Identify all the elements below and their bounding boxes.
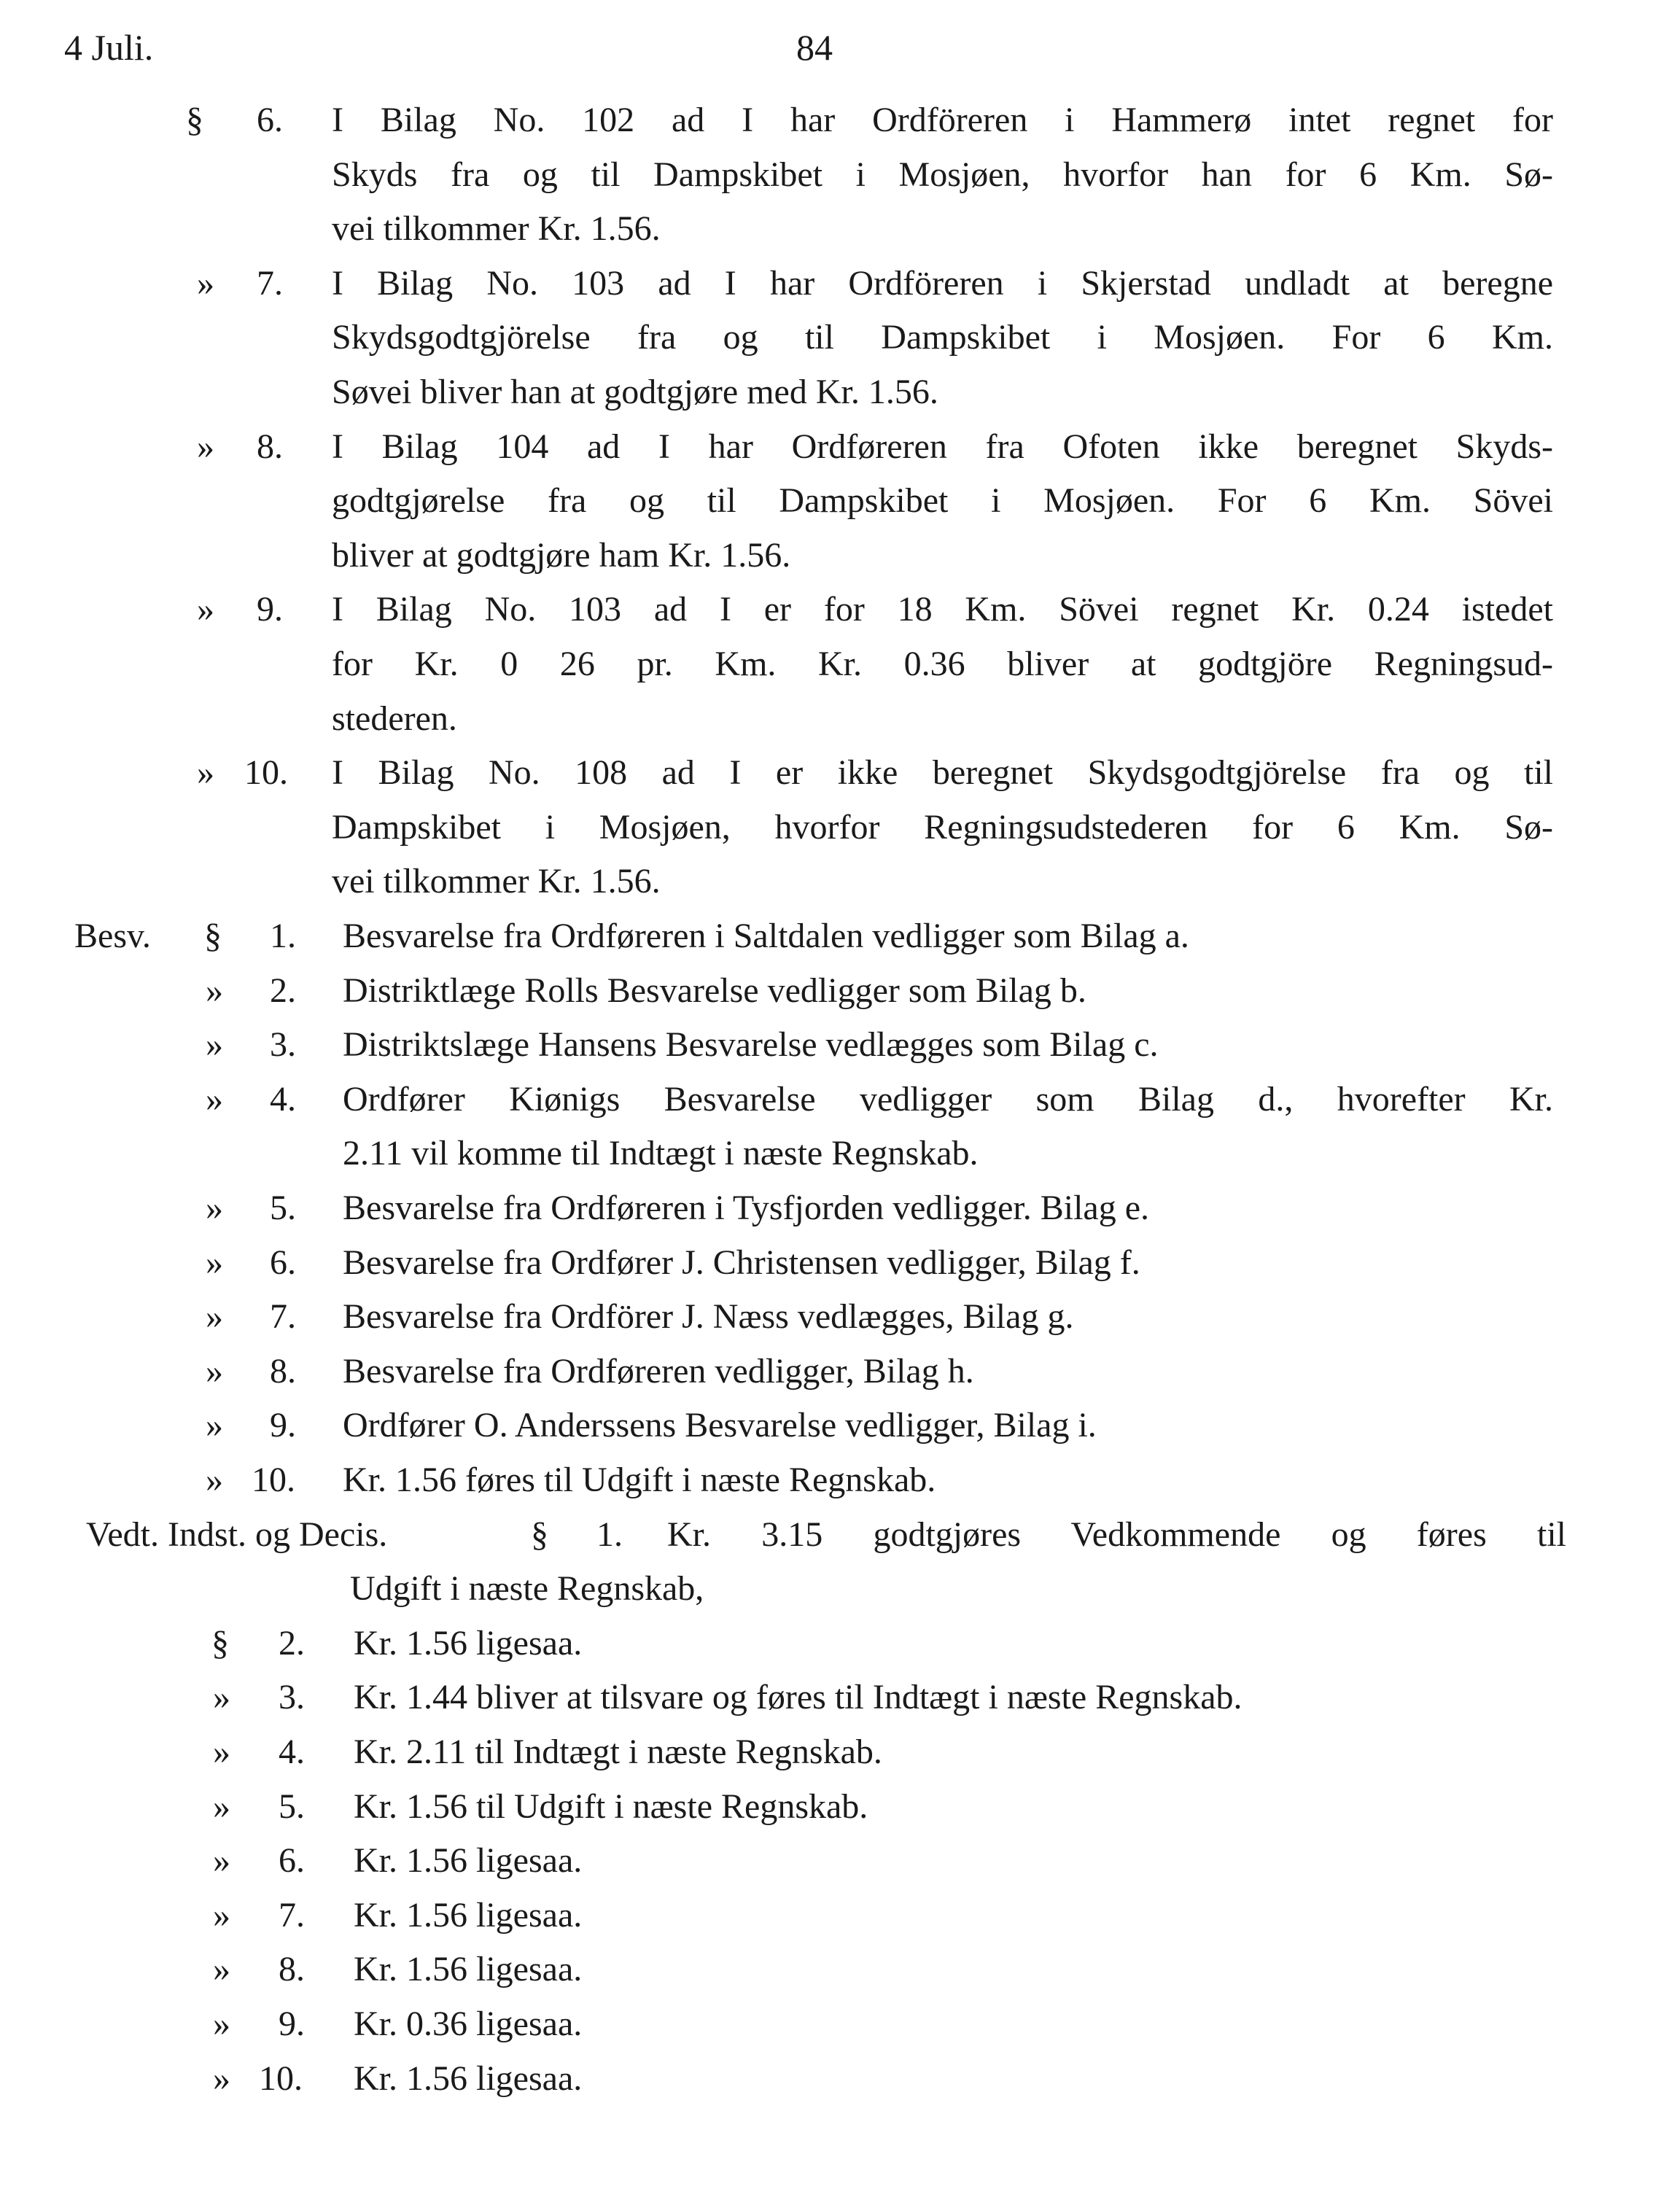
text-line: [0, 1345, 1680, 1399]
item-text: Distriktslæge Hansens Besvarelse vedlægges som Bilag c.: [343, 1025, 1159, 1065]
text-line: [0, 1725, 1680, 1779]
item-number: 8.: [279, 1950, 305, 1989]
item-text: Skydsgodtgjörelse fra og til Dampskibet i Mosjøen. For 6 Km.: [332, 318, 1553, 357]
item-text: bliver at godtgjøre ham Kr. 1.56.: [332, 535, 791, 575]
text-line: [0, 1617, 1680, 1671]
section-label: Besv.: [74, 917, 151, 955]
text-line: [0, 1399, 1680, 1453]
paragraph-marker: »: [206, 1189, 223, 1227]
paragraph-marker: »: [206, 1297, 223, 1337]
text-line: [0, 1181, 1680, 1235]
paragraph-marker: §: [186, 101, 203, 139]
item-text: Dampskibet i Mosjøen, hvorfor Regningsudstederen for 6 Km. Sø-: [332, 807, 1553, 847]
text-line: [0, 1671, 1680, 1725]
paragraph-marker: »: [206, 1351, 223, 1391]
item-text: Besvarelse fra Ordføreren i Tysfjorden vedligger. Bilag e.: [343, 1189, 1150, 1227]
item-number: 1.: [596, 1515, 623, 1554]
section-label: Vedt. Indst. og Decis.: [86, 1515, 388, 1554]
paragraph-marker: »: [213, 1841, 230, 1881]
item-number: 8.: [270, 1351, 296, 1391]
header-date: 4 Juli.: [64, 27, 154, 68]
text-line: [0, 474, 1680, 528]
text-line: [0, 637, 1680, 691]
item-number: 7.: [270, 1297, 296, 1337]
item-text: I Bilag No. 103 ad I har Ordföreren i Skjerstad undladt at beregne: [332, 263, 1553, 303]
text-line: [0, 1997, 1680, 2051]
paragraph-marker: »: [206, 1461, 223, 1499]
item-number: 7.: [257, 263, 283, 303]
item-text: I Bilag No. 103 ad I er for 18 Km. Sövei regnet Kr. 0.24 istedet: [332, 590, 1553, 629]
item-number: 10.: [252, 1461, 295, 1499]
item-text: Kr. 1.56 ligesaa.: [354, 2058, 583, 2098]
item-text: Kr. 1.56 til Udgift i næste Regnskab.: [354, 1786, 868, 1826]
item-text: Ordfører O. Anderssens Besvarelse vedligger, Bilag i.: [343, 1406, 1097, 1445]
item-text: Kr. 3.15 godtgjøres Vedkommende og føres til: [667, 1515, 1566, 1554]
item-number: 9.: [270, 1406, 296, 1445]
paragraph-marker: §: [204, 917, 222, 955]
paragraph-marker: §: [211, 1623, 229, 1663]
item-text: Ordfører Kiønigs Besvarelse vedligger som Bilag d., hvorefter Kr.: [343, 1079, 1553, 1119]
item-text: godtgjørelse fra og til Dampskibet i Mosjøen. For 6 Km. Sövei: [332, 481, 1553, 521]
paragraph-marker: »: [197, 263, 214, 303]
item-number: 8.: [257, 427, 283, 466]
text-line: [0, 1236, 1680, 1290]
item-text: Kr. 2.11 til Indtægt i næste Regnskab.: [354, 1733, 882, 1771]
item-text: vei tilkommer Kr. 1.56.: [332, 209, 661, 249]
item-text: Kr. 1.56 ligesaa.: [354, 1895, 583, 1935]
item-number: 6.: [257, 101, 283, 139]
text-line: [0, 1453, 1680, 1507]
text-line: [0, 1508, 1680, 1562]
text-line: [0, 529, 1680, 583]
item-text: stederen.: [332, 699, 457, 738]
text-line: [0, 1562, 1680, 1616]
paragraph-marker: »: [213, 1733, 230, 1771]
text-line: [0, 311, 1680, 365]
text-line: [0, 365, 1680, 419]
item-number: 10.: [244, 753, 288, 793]
text-line: [0, 1127, 1680, 1181]
item-number: 9.: [279, 2005, 305, 2043]
text-line: [0, 964, 1680, 1018]
item-text: for Kr. 0 26 pr. Km. Kr. 0.36 bliver at godtgjöre Regningsud-: [332, 645, 1553, 683]
paragraph-marker: »: [213, 2005, 230, 2043]
paragraph-marker: »: [213, 1786, 230, 1826]
item-text: Kr. 0.36 ligesaa.: [354, 2005, 583, 2043]
item-number: 2.: [279, 1623, 305, 1663]
item-text: Udgift i næste Regnskab,: [350, 1569, 704, 1609]
text-line: [0, 1834, 1680, 1888]
paragraph-marker: »: [197, 590, 214, 629]
item-text: Søvei bliver han at godtgjøre med Kr. 1.56.: [332, 373, 938, 411]
item-number: 5.: [270, 1189, 296, 1227]
paragraph-marker: »: [206, 971, 223, 1010]
page-number: 84: [796, 27, 833, 68]
text-line: [0, 93, 1680, 147]
text-line: [0, 1073, 1680, 1127]
text-line: [0, 909, 1680, 963]
text-line: [0, 855, 1680, 909]
item-number: 2.: [270, 971, 296, 1010]
page-header: [0, 22, 1680, 73]
item-number: 9.: [257, 590, 283, 629]
item-number: 6.: [279, 1841, 305, 1881]
item-text: Kr. 1.56 ligesaa.: [354, 1623, 583, 1663]
text-line: [0, 1290, 1680, 1344]
item-text: Besvarelse fra Ordförer J. Næss vedlægges, Bilag g.: [343, 1297, 1074, 1337]
text-line: [0, 257, 1680, 311]
text-line: [0, 1780, 1680, 1834]
paragraph-marker: »: [213, 1678, 230, 1717]
item-number: 3.: [279, 1678, 305, 1717]
text-line: [0, 1018, 1680, 1072]
text-line: [0, 420, 1680, 474]
item-number: 6.: [270, 1243, 296, 1282]
item-text: Skyds fra og til Dampskibet i Mosjøen, hvorfor han for 6 Km. Sø-: [332, 155, 1553, 194]
text-line: [0, 1943, 1680, 1996]
text-line: [0, 692, 1680, 746]
item-text: I Bilag No. 108 ad I er ikke beregnet Skydsgodtgjörelse fra og til: [332, 753, 1553, 793]
text-line: [0, 148, 1680, 202]
item-number: 7.: [279, 1895, 305, 1935]
item-text: Kr. 1.56 føres til Udgift i næste Regnskab.: [343, 1461, 936, 1499]
paragraph-marker: »: [213, 1895, 230, 1935]
paragraph-marker: »: [213, 1950, 230, 1989]
text-line: [0, 801, 1680, 855]
item-text: Kr. 1.56 ligesaa.: [354, 1950, 583, 1989]
paragraph-marker: »: [206, 1406, 223, 1445]
item-number: 4.: [270, 1079, 296, 1119]
item-number: 1.: [270, 917, 296, 955]
item-text: Besvarelse fra Ordføreren vedligger, Bilag h.: [343, 1351, 974, 1391]
item-text: I Bilag 104 ad I har Ordføreren fra Ofoten ikke beregnet Skyds-: [332, 427, 1553, 466]
text-line: [0, 202, 1680, 256]
item-text: Kr. 1.56 ligesaa.: [354, 1841, 583, 1881]
paragraph-marker: »: [197, 427, 214, 466]
item-text: Kr. 1.44 bliver at tilsvare og føres til Indtægt i næste Regnskab.: [354, 1678, 1242, 1717]
paragraph-marker: »: [206, 1025, 223, 1065]
text-line: [0, 583, 1680, 637]
item-text: vei tilkommer Kr. 1.56.: [332, 862, 661, 901]
item-text: I Bilag No. 102 ad I har Ordföreren i Hammerø intet regnet for: [332, 101, 1553, 139]
item-number: 4.: [279, 1733, 305, 1771]
item-number: 5.: [279, 1786, 305, 1826]
paragraph-marker: »: [197, 753, 214, 793]
item-number: 10.: [259, 2058, 303, 2098]
text-line: [0, 1889, 1680, 1943]
paragraph-marker: §: [531, 1515, 548, 1554]
paragraph-marker: »: [206, 1079, 223, 1119]
item-text: Besvarelse fra Ordføreren i Saltdalen vedligger som Bilag a.: [343, 917, 1189, 955]
text-line: [0, 746, 1680, 800]
paragraph-marker: »: [213, 2058, 230, 2098]
item-text: Distriktlæge Rolls Besvarelse vedligger som Bilag b.: [343, 971, 1086, 1010]
text-line: [0, 2052, 1680, 2106]
item-text: 2.11 vil komme til Indtægt i næste Regnskab.: [343, 1134, 979, 1173]
item-number: 3.: [270, 1025, 296, 1065]
item-text: Besvarelse fra Ordfører J. Christensen vedligger, Bilag f.: [343, 1243, 1140, 1282]
paragraph-marker: »: [206, 1243, 223, 1282]
